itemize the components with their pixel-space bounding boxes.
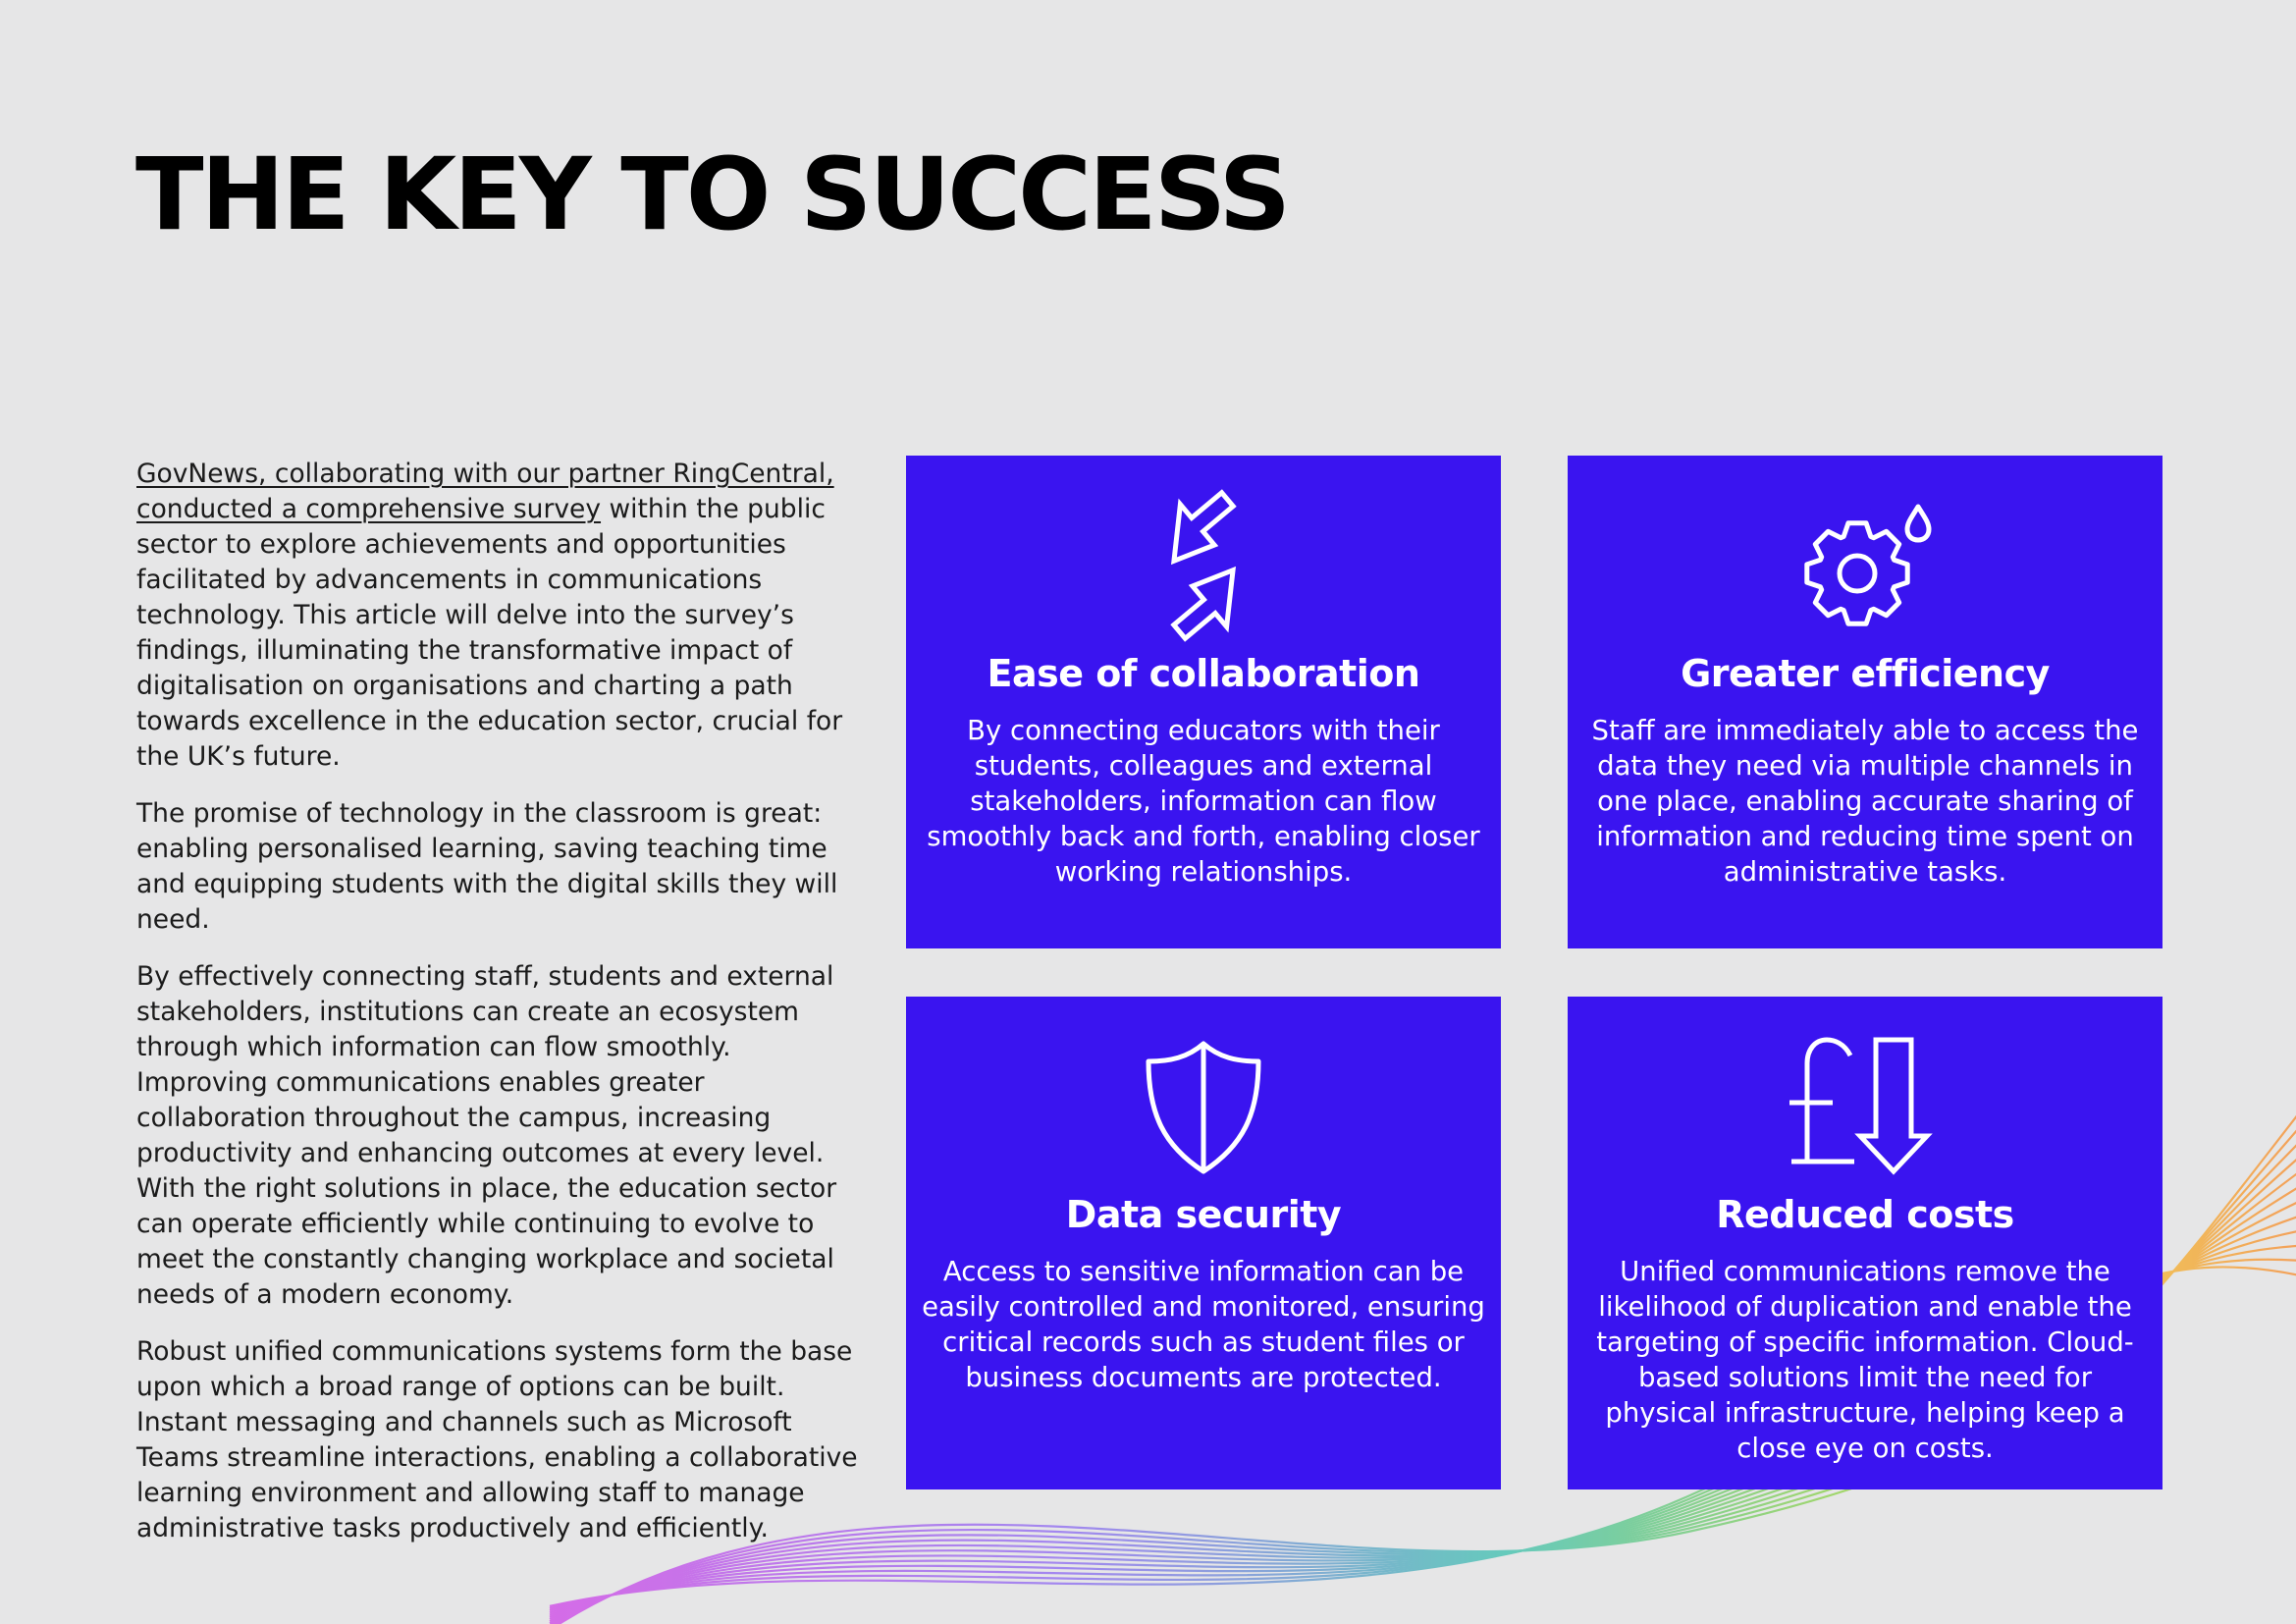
intro-paragraph-text: within the public sector to explore achievements and opportunities facilitated by advancements in communications technology. This article will delve into the survey’s findings, illuminating the transformative impact of digitalisation on organisations and charting a path towards excellence in the education sector, crucial for the UK’s future. <box>136 494 843 772</box>
card-ease-of-collaboration <box>906 456 1501 948</box>
gear-droplet-icon <box>1568 497 2163 634</box>
card-title: Reduced costs <box>1716 1193 2014 1236</box>
card-text: Unified communications remove the likelihood of duplication and enable the targeting of specific information. Cloud-based solutions limit the need for physical infrastructure, helping keep a close eye on costs. <box>1596 1256 2134 1464</box>
shield-icon <box>906 1038 1501 1175</box>
arrows-exchange-icon <box>906 497 1501 634</box>
survey-link[interactable]: GovNews, collaborating with our partner RingCentral, conducted a comprehensive survey <box>136 459 834 524</box>
card-greater-efficiency <box>1568 456 2163 948</box>
pound-down-arrow-icon <box>1568 1038 2163 1175</box>
card-text: By connecting educators with their students, colleagues and external stakeholders, information can flow smoothly back and forth, enabling closer working relationships. <box>927 715 1480 888</box>
card-text: Staff are immediately able to access the data they need via multiple channels in one place, enabling accurate sharing of information and reducing time spent on administrative tasks. <box>1591 715 2139 888</box>
card-data-security <box>906 997 1501 1489</box>
card-title: Ease of collaboration <box>987 652 1420 695</box>
page-title: THE KEY TO SUCCESS <box>135 136 1289 253</box>
card-title: Greater efficiency <box>1681 652 2050 695</box>
promise-paragraph: The promise of technology in the classroom is great: enabling personalised learning, saving teaching time and equipping students with the digital skills they will need. <box>136 798 838 935</box>
article-body <box>136 457 863 1568</box>
card-reduced-costs <box>1568 997 2163 1489</box>
card-text: Access to sensitive information can be easily controlled and monitored, ensuring critical records such as student files or business documents are protected. <box>922 1256 1485 1393</box>
unified-comms-paragraph: Robust unified communications systems form the base upon which a broad range of options can be built. Instant messaging and channels such as Microsoft Teams streamline interactions, enabling a collaborative learning environment and allowing staff to manage administrative tasks productively and efficiently. <box>136 1336 858 1543</box>
card-title: Data security <box>1065 1193 1342 1236</box>
intro-paragraph <box>136 457 863 775</box>
connecting-paragraph: By effectively connecting staff, students and external stakeholders, institutions can create an ecosystem through which information can flow smoothly. Improving communications enables greater collaboration throughout the campus, increasing productivity and enhancing outcomes at every level. With the right solutions in place, the education sector can operate efficiently while continuing to evolve to meet the constantly changing workplace and societal needs of a modern economy. <box>136 961 837 1310</box>
